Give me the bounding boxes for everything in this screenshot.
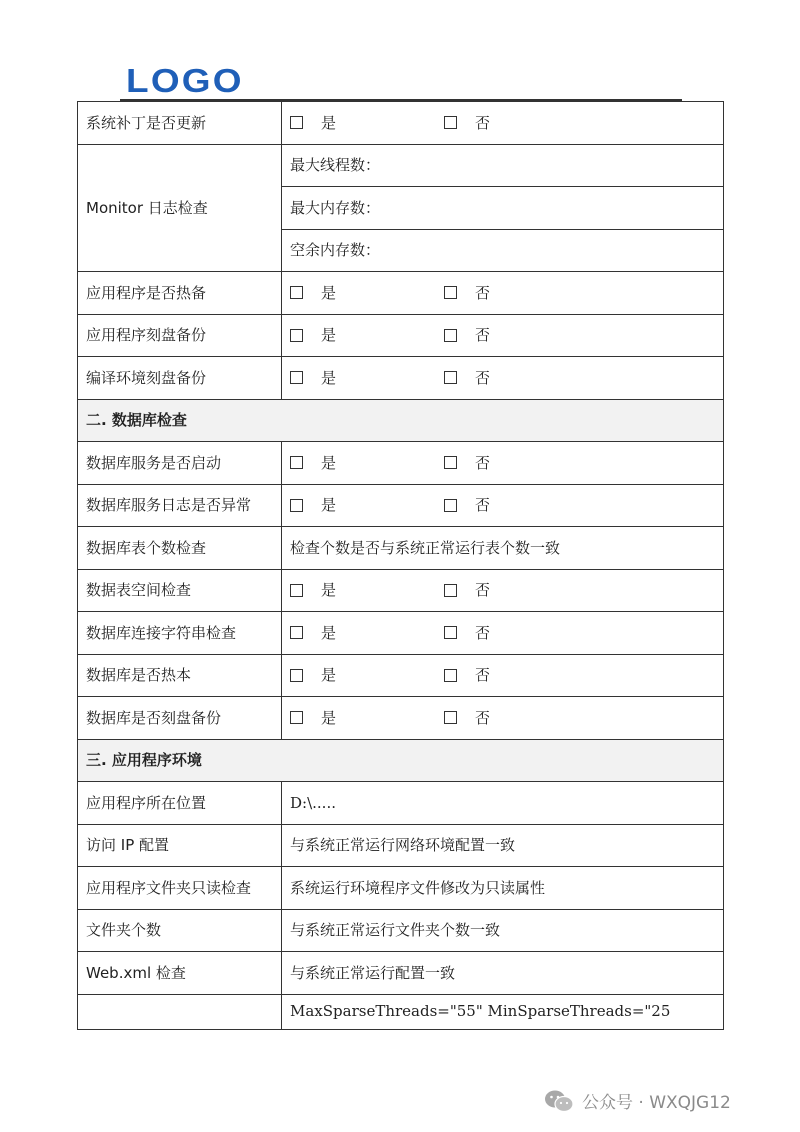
checkbox-no[interactable]	[444, 626, 457, 639]
row-label: 数据库服务是否启动	[78, 442, 282, 485]
option-label-yes: 是	[321, 623, 337, 642]
section-title: 二. 数据库检查	[78, 399, 724, 442]
row-label: 系统补丁是否更新	[78, 102, 282, 145]
option-label-no: 否	[475, 326, 491, 344]
checkbox-yes[interactable]	[290, 584, 303, 597]
checkbox-yes[interactable]	[290, 116, 303, 129]
yes-no-options	[282, 102, 724, 145]
option-yes[interactable]	[290, 115, 444, 132]
option-no[interactable]	[444, 497, 598, 514]
option-label-yes: 是	[321, 368, 337, 387]
checkbox-no[interactable]	[444, 116, 457, 129]
row-label: Web.xml 检查	[78, 952, 282, 995]
metric-field: 最大线程数：	[282, 144, 724, 187]
row-value: 系统运行环境程序文件修改为只读属性	[282, 867, 724, 910]
table-row	[78, 144, 724, 187]
yes-no-options	[282, 654, 724, 697]
row-label: 数据库服务日志是否异常	[78, 484, 282, 527]
row-label: 应用程序文件夹只读检查	[78, 867, 282, 910]
option-yes[interactable]	[290, 497, 444, 514]
checkbox-yes[interactable]	[290, 286, 303, 299]
option-label-yes: 是	[321, 326, 337, 344]
option-label-yes: 是	[321, 496, 337, 514]
row-value: 与系统正常运行配置一致	[282, 952, 724, 995]
option-no[interactable]	[444, 710, 598, 727]
yes-no-options	[282, 272, 724, 315]
checkbox-no[interactable]	[444, 286, 457, 299]
table-row	[78, 654, 724, 697]
row-label: 数据库表个数检查	[78, 527, 282, 570]
watermark	[544, 1088, 731, 1113]
table-row	[78, 442, 724, 485]
option-yes[interactable]	[290, 455, 444, 472]
option-no[interactable]	[444, 667, 598, 684]
metric-field: 最大内存数：	[282, 187, 724, 230]
checkbox-no[interactable]	[444, 456, 457, 469]
table-row	[78, 994, 724, 1029]
option-no[interactable]	[444, 625, 598, 642]
option-label-yes: 是	[321, 708, 337, 727]
row-label: 文件夹个数	[78, 909, 282, 952]
wechat-icon	[544, 1089, 574, 1113]
option-label-yes: 是	[321, 283, 337, 302]
row-label: 应用程序所在位置	[78, 782, 282, 825]
table-row	[78, 102, 724, 145]
yes-no-options	[282, 569, 724, 612]
yes-no-options	[282, 697, 724, 740]
section-header-row	[78, 739, 724, 782]
table-row	[78, 612, 724, 655]
option-no[interactable]	[444, 582, 598, 599]
metric-field: 空余内存数：	[282, 229, 724, 272]
option-label-no: 否	[475, 496, 491, 514]
watermark-text: 公众号 · WXQJG12	[582, 1093, 731, 1113]
table-row	[78, 357, 724, 400]
checkbox-yes[interactable]	[290, 626, 303, 639]
option-label-no: 否	[475, 113, 491, 132]
row-label: 访问 IP 配置	[78, 824, 282, 867]
row-label: 数据库是否刻盘备份	[78, 697, 282, 740]
table-row	[78, 952, 724, 995]
row-label	[78, 994, 282, 1029]
table-row	[78, 314, 724, 357]
section-title: 三. 应用程序环境	[78, 739, 724, 782]
section-header-row	[78, 399, 724, 442]
row-value: MaxSparseThreads="55" MinSparseThreads="25	[282, 994, 724, 1029]
checkbox-yes[interactable]	[290, 456, 303, 469]
row-label: 数据库是否热本	[78, 654, 282, 697]
checkbox-yes[interactable]	[290, 499, 303, 512]
table-row	[78, 527, 724, 570]
option-label-no: 否	[475, 581, 491, 599]
checkbox-yes[interactable]	[290, 329, 303, 342]
option-label-yes: 是	[321, 581, 337, 599]
option-yes[interactable]	[290, 710, 444, 727]
row-label: 编译环境刻盘备份	[78, 357, 282, 400]
row-value: D:\.....	[282, 782, 724, 825]
row-label: 应用程序是否热备	[78, 272, 282, 315]
table-row	[78, 272, 724, 315]
checkbox-yes[interactable]	[290, 371, 303, 384]
option-label-no: 否	[475, 283, 491, 302]
yes-no-options	[282, 357, 724, 400]
option-no[interactable]	[444, 370, 598, 387]
row-label: Monitor 日志检查	[78, 144, 282, 272]
inspection-table	[77, 101, 724, 1030]
option-label-no: 否	[475, 666, 491, 684]
row-value: 与系统正常运行文件夹个数一致	[282, 909, 724, 952]
option-yes[interactable]	[290, 327, 444, 344]
option-yes[interactable]	[290, 370, 444, 387]
checkbox-no[interactable]	[444, 711, 457, 724]
checkbox-no[interactable]	[444, 371, 457, 384]
yes-no-options	[282, 314, 724, 357]
option-no[interactable]	[444, 285, 598, 302]
option-label-no: 否	[475, 708, 491, 727]
yes-no-options	[282, 612, 724, 655]
yes-no-options	[282, 484, 724, 527]
row-label: 数据表空间检查	[78, 569, 282, 612]
checkbox-no[interactable]	[444, 499, 457, 512]
checkbox-yes[interactable]	[290, 669, 303, 682]
yes-no-options	[282, 442, 724, 485]
logo: LOGO	[126, 62, 244, 99]
option-label-yes: 是	[321, 113, 337, 132]
option-label-no: 否	[475, 368, 491, 387]
checkbox-no[interactable]	[444, 669, 457, 682]
option-yes[interactable]	[290, 625, 444, 642]
option-yes[interactable]	[290, 285, 444, 302]
table-row	[78, 824, 724, 867]
table-row	[78, 697, 724, 740]
option-label-no: 否	[475, 453, 491, 472]
table-row	[78, 484, 724, 527]
checkbox-no[interactable]	[444, 584, 457, 597]
table-row	[78, 909, 724, 952]
row-value: 检查个数是否与系统正常运行表个数一致	[282, 527, 724, 570]
row-label: 数据库连接字符串检查	[78, 612, 282, 655]
option-label-no: 否	[475, 623, 491, 642]
option-no[interactable]	[444, 327, 598, 344]
table-row	[78, 569, 724, 612]
checkbox-no[interactable]	[444, 329, 457, 342]
checkbox-yes[interactable]	[290, 711, 303, 724]
option-no[interactable]	[444, 115, 598, 132]
table-row	[78, 782, 724, 825]
option-yes[interactable]	[290, 582, 444, 599]
table-row	[78, 867, 724, 910]
option-label-yes: 是	[321, 666, 337, 684]
option-label-yes: 是	[321, 453, 337, 472]
option-yes[interactable]	[290, 667, 444, 684]
row-value: 与系统正常运行网络环境配置一致	[282, 824, 724, 867]
option-no[interactable]	[444, 455, 598, 472]
row-label: 应用程序刻盘备份	[78, 314, 282, 357]
